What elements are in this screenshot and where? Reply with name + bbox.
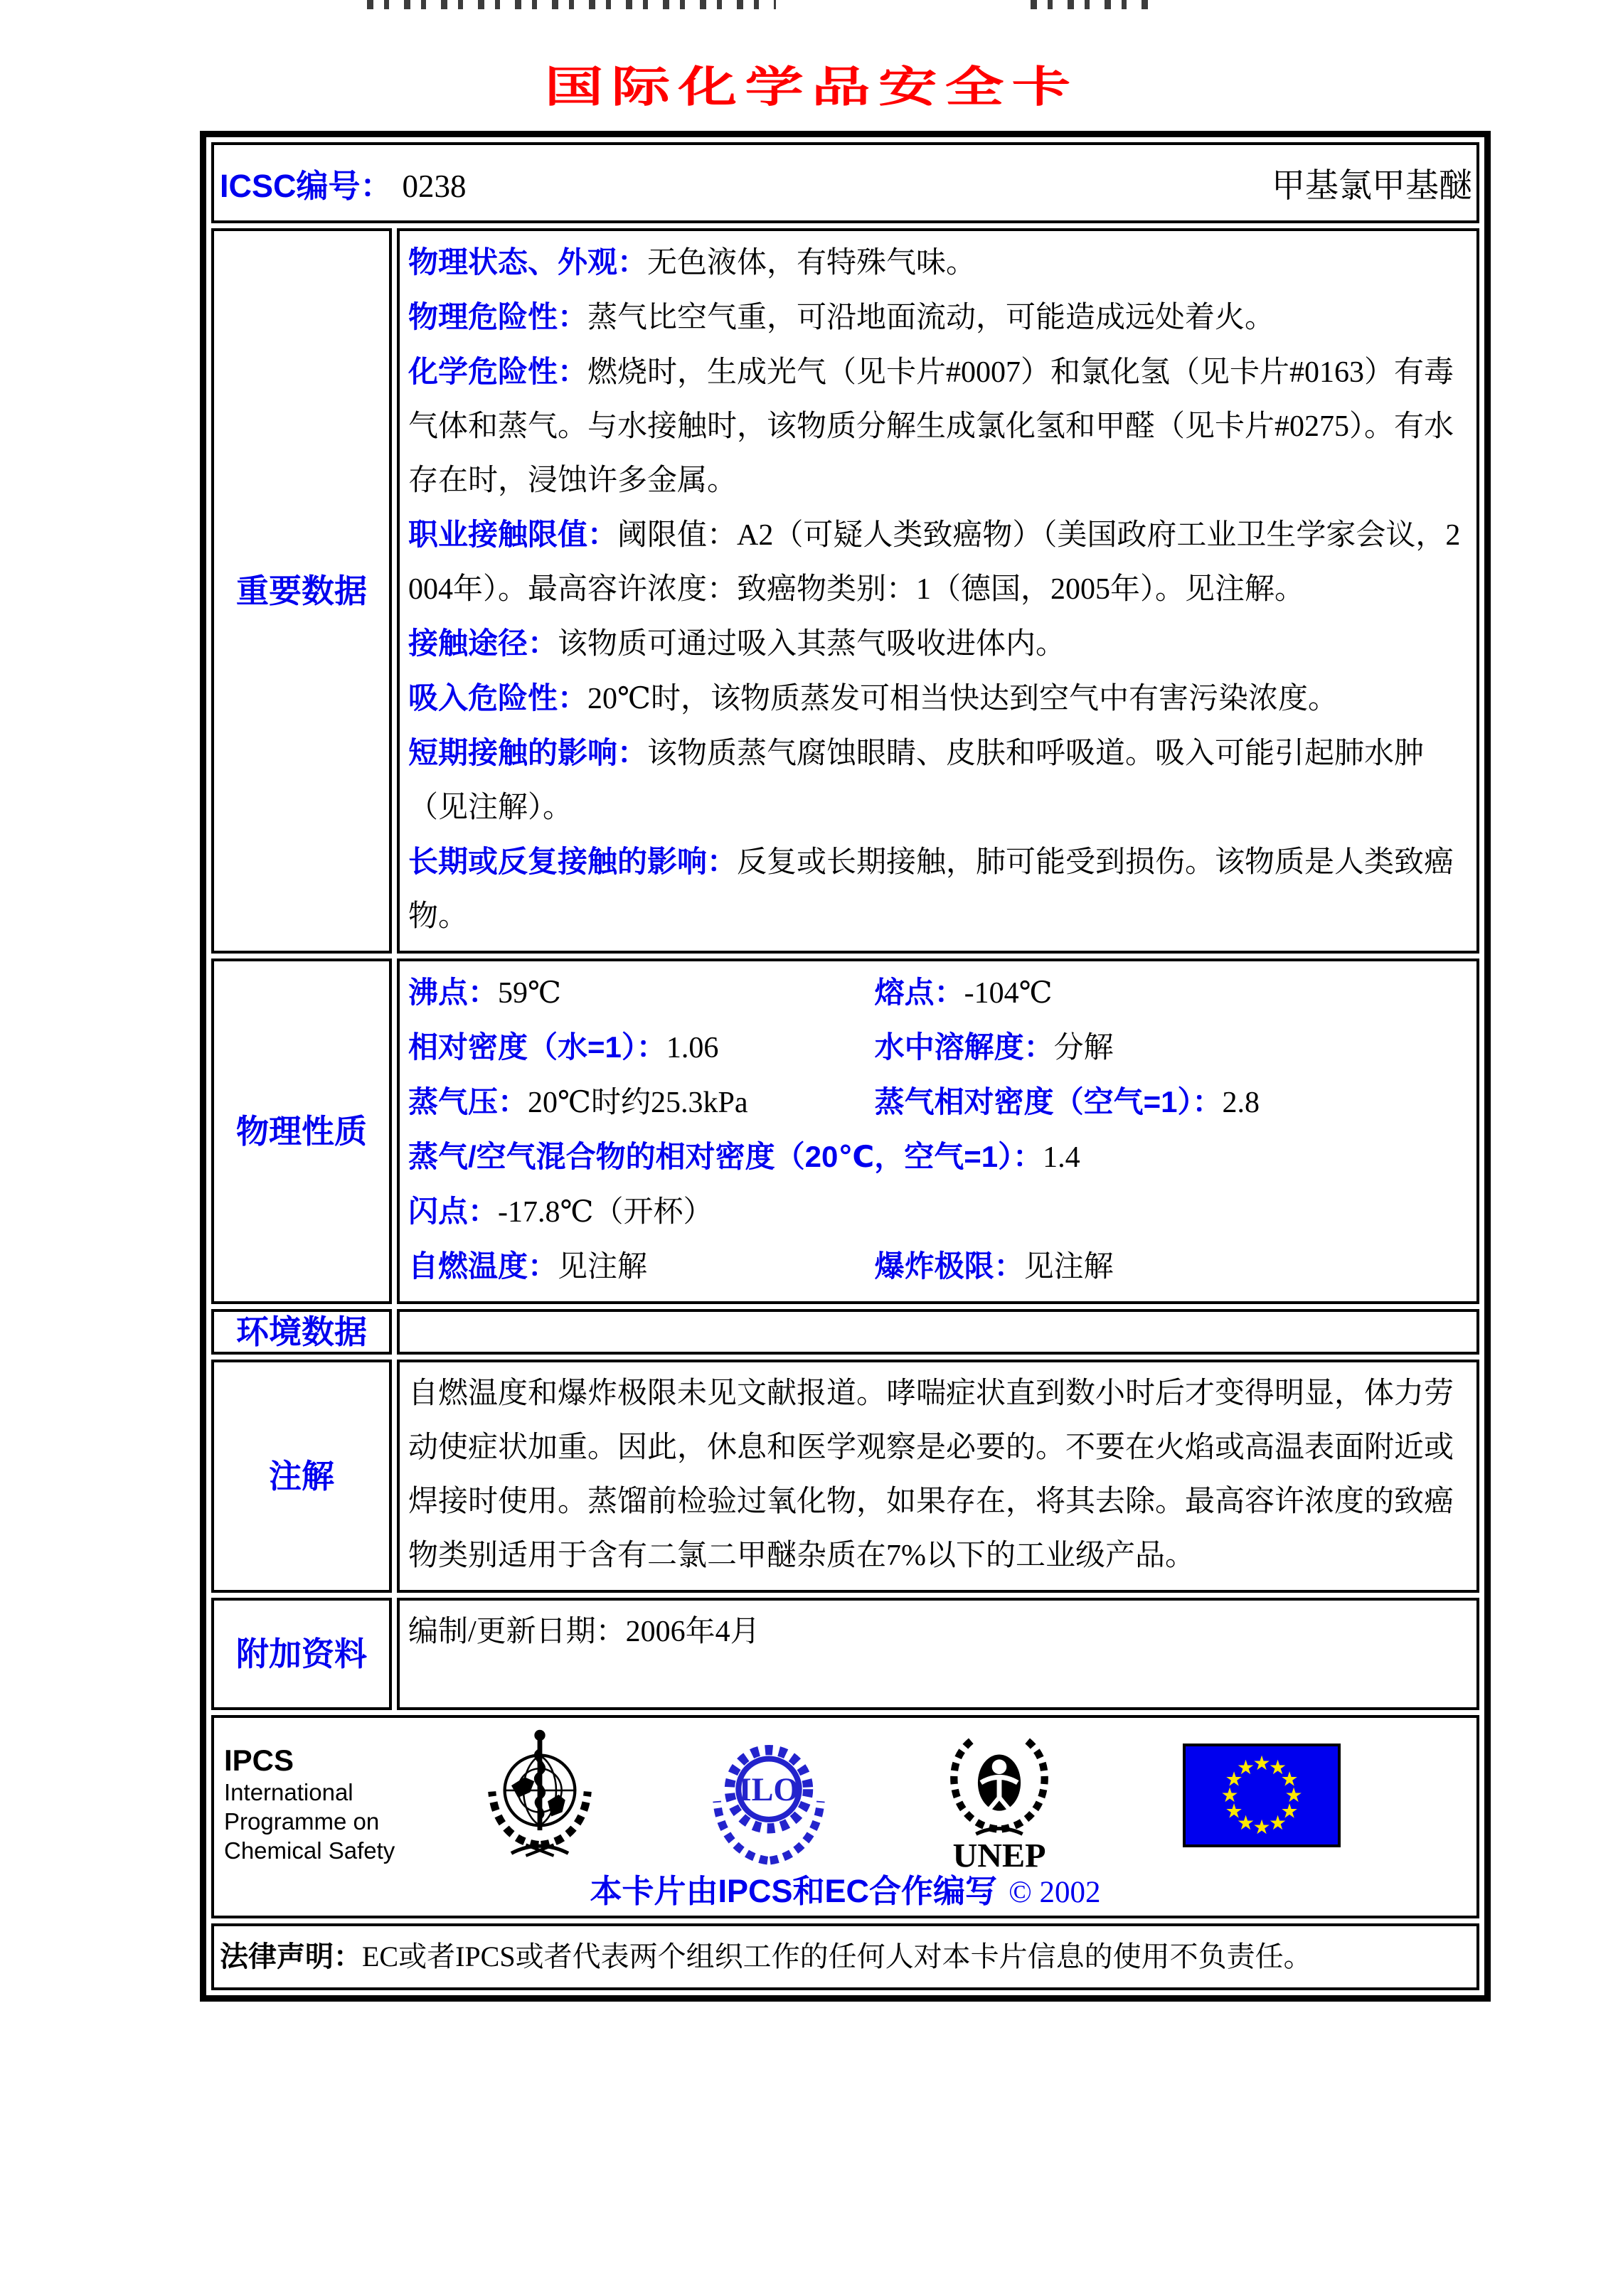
legal-notice-text: EC或者IPCS或者代表两个组织工作的任何人对本卡片信息的使用不负责任。 [362,1940,1312,1972]
field-label: 长期或反复接触的影响： [408,845,738,878]
ipcs-title: IPCS [224,1744,294,1777]
field-label: 化学危险性： [408,355,588,388]
ilo-logo-text: ILO [738,1771,799,1808]
ipcs-line: Programme on [224,1808,380,1835]
legal-notice-row [211,1923,1479,1990]
unep-logo-icon [938,1726,1060,1874]
property-label: 蒸气压： [408,1085,528,1118]
property-line [408,1075,1468,1130]
important-item [408,671,1468,726]
notes-row [211,1360,1479,1593]
logos-row [211,1715,1479,1918]
svg-text:★: ★ [1236,1756,1255,1779]
property-label: 蒸气/空气混合物的相对密度（20℃，空气=1）： [408,1140,1043,1173]
icsc-number-label: ICSC编号： [220,167,393,204]
field-text: 蒸气比空气重，可沿地面流动，可能造成远处着火。 [587,301,1275,334]
property-label: 沸点： [408,976,499,1009]
property-value: 见注解 [1023,1251,1114,1283]
row-label-additional-info: 附加资料 [211,1598,392,1710]
property-line [408,1130,1468,1185]
svg-text:★: ★ [1268,1756,1287,1779]
ipcs-line: Chemical Safety [224,1837,395,1864]
field-text: 燃烧时，生成光气（见卡片#0007）和氯化氢（见卡片#0163）有毒气体和蒸气。与水接触时，该物质分解生成氯化氢和甲醛（见卡片#0275）。有水存在时，浸蚀许多金属。 [408,356,1454,497]
important-item [408,835,1468,944]
property-label: 水中溶解度： [874,1030,1054,1064]
important-data-row [211,228,1479,954]
unep-logo-text: UNEP [952,1837,1046,1874]
svg-text:★: ★ [1220,1783,1239,1807]
field-text: 该物质蒸气腐蚀眼睛、皮肤和呼吸道。吸入可能引起肺水肿（见注解）。 [408,737,1425,824]
property-line [408,1185,1468,1239]
physical-properties-content [397,959,1479,1304]
additional-info-row [211,1598,1479,1710]
svg-text:★: ★ [1280,1799,1299,1823]
svg-text:★: ★ [1268,1811,1287,1835]
important-item [408,290,1468,345]
ilo-logo-icon [705,1728,833,1870]
property-label: 爆炸极限： [874,1249,1024,1283]
chemical-name: 甲基氯甲基醚 [1272,167,1472,205]
environmental-data-content [397,1309,1479,1355]
caption-text: 本卡片由IPCS和EC合作编写 [590,1873,998,1909]
svg-text:★: ★ [1236,1811,1255,1835]
cooperation-caption [214,1871,1476,1913]
notes-content: 自燃温度和爆炸极限未见文献报道。哮喘症状直到数小时后才变得明显，体力劳动使症状加重。因此，休息和医学观察是必要的。不要在火焰或高温表面附近或焊接时使用。蒸馏前检验过氧化物，如果存在，将其去除。最高容许浓度的致癌物类别适用于含有二氯二甲醚杂质在7%以下的工业级产品。 [397,1360,1479,1593]
svg-text:★: ★ [1225,1799,1243,1823]
legal-notice [214,1939,1476,1975]
field-text: 该物质可通过吸入其蒸气吸收进体内。 [558,628,1066,661]
property-value: 59℃ [498,977,561,1010]
property-value: 20℃时约25.3kPa [528,1086,748,1119]
field-label: 接触途径： [408,626,558,660]
important-item [408,345,1468,508]
field-label: 职业接触限值： [408,518,618,551]
property-value: -104℃ [964,977,1053,1010]
svg-text:★: ★ [1280,1767,1299,1791]
row-label-environmental-data: 环境数据 [211,1309,392,1355]
eu-flag-icon [1183,1744,1341,1847]
copyright-text: © 2002 [1009,1876,1101,1909]
important-item [408,616,1468,671]
property-value: 1.4 [1043,1141,1080,1174]
property-label: 闪点： [408,1195,499,1228]
clipped-text-fragment-left [367,0,776,9]
important-item [408,235,1468,290]
property-value: 1.06 [666,1032,719,1064]
environmental-data-row [211,1309,1479,1355]
svg-text:★: ★ [1252,1751,1271,1775]
row-label-important-data: 重要数据 [211,228,392,954]
important-data-content [397,228,1479,954]
property-value: 见注解 [558,1251,648,1283]
logo-band [214,1724,1476,1874]
property-label: 自燃温度： [408,1249,558,1283]
property-label: 蒸气相对密度（空气=1）： [874,1085,1223,1118]
ipcs-text-block [221,1744,432,1865]
icsc-number-row [211,142,1479,223]
physical-properties-row [211,959,1479,1304]
field-text: 无色液体，有特殊气味。 [647,247,977,279]
who-logo-icon [476,1725,604,1867]
svg-text:★: ★ [1225,1767,1243,1791]
property-line [408,1020,1468,1075]
row-label-notes: 注解 [211,1360,392,1593]
field-label: 短期接触的影响： [408,736,648,769]
property-label: 相对密度（水=1）： [408,1030,666,1064]
property-line [408,1239,1468,1294]
field-text: 反复或长期接触，肺可能受到损伤。该物质是人类致癌物。 [408,846,1454,933]
icsc-number-value: 0238 [402,168,467,204]
property-value: -17.8℃（开杯） [498,1196,713,1229]
field-label: 物理危险性： [408,300,588,333]
page-title: 国际化学品安全卡 [544,64,1079,111]
row-label-physical-properties: 物理性质 [211,959,392,1304]
svg-text:★: ★ [1252,1815,1271,1839]
field-label: 吸入危险性： [408,681,588,715]
property-value: 分解 [1053,1032,1114,1064]
clipped-text-fragment-right [1031,0,1156,9]
field-text: 阈限值：A2（可疑人类致癌物）（美国政府工业卫生学家会议，2004年）。最高容许浓度：致癌物类别：1（德国，2005年）。见注解。 [408,519,1461,606]
field-label: 物理状态、外观： [408,245,648,279]
safety-card-table [200,131,1491,2002]
field-text: 20℃时，该物质蒸发可相当快达到空气中有害污染浓度。 [587,683,1339,715]
property-line [408,966,1468,1020]
property-label: 熔点： [874,976,964,1009]
property-value: 2.8 [1222,1086,1260,1119]
important-item [408,726,1468,835]
legal-notice-label: 法律声明： [220,1941,362,1972]
icsc-number-group [220,160,467,206]
important-item [408,508,1468,616]
svg-text:★: ★ [1284,1783,1303,1807]
ipcs-line: International [224,1779,353,1805]
additional-info-content: 编制/更新日期：2006年4月 [397,1598,1479,1710]
